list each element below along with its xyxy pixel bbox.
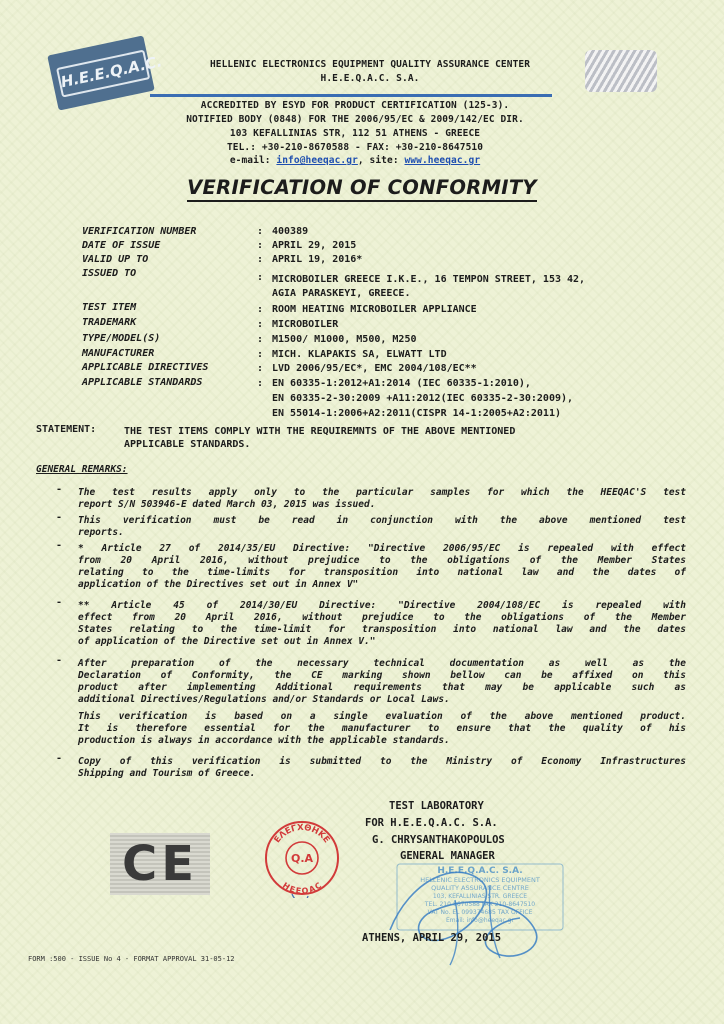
remark-3-line-1: * Article 27 of 2014/35/EU Directive: "Directive 2006/95/EC is repealed with effect (78, 543, 686, 554)
field-value-applicable-standards-cont2: EN 55014-1:2006+A2:2011(CISPR 14-1:2005+A2:2011) (272, 408, 561, 419)
seal-center-text: Q.A (290, 852, 314, 865)
phone-line: TEL.: +30-210-8670588 - FAX: +30-210-8647510 (226, 142, 484, 153)
statement-label: STATEMENT: (36, 424, 97, 435)
field-label-type-models: TYPE/MODEL(S) (82, 333, 161, 344)
address-line: 103 KEFALLINIAS STR, 112 51 ATHENS - GREECE (229, 128, 481, 139)
remark-5-line-4: additional Directives/Regulations and/or Standards or Local Laws. (78, 694, 450, 705)
signature-line-4: GENERAL MANAGER (400, 850, 495, 862)
site-label: , site: (357, 155, 399, 166)
remark-5-line-2: Declaration of Conformity, the CE marking shown bellow can be affixed on this (78, 670, 686, 681)
field-value-applicable-standards-cont: EN 60335-2-30:2009 +A11:2012(IEC 60335-2-30:2009), (272, 393, 574, 404)
remark-1-line-2: report S/N 503946-E dated March 03, 2015 was issued. (78, 499, 376, 510)
place-date: ATHENS, APRIL 29, 2015 (362, 932, 502, 944)
field-value-issued-to-cont: AGIA PARASKEYI, GREECE. (272, 288, 411, 299)
remark-4-line-4: of application of the Directive set out in Annex V." (78, 636, 376, 647)
field-colon: : (257, 319, 264, 330)
signature-line-1: TEST LABORATORY (389, 800, 484, 812)
contact-line (130, 155, 580, 166)
qa-seal (262, 818, 342, 898)
remark-3-line-2: from 20 April 2016, without prejudice to the obligations of the Member States (78, 555, 686, 566)
remark-2-line-1: This verification must be read in conjunction with the above mentioned test (78, 515, 686, 526)
remark-bullet: - (56, 597, 63, 608)
remark-5-line-5: This verification is based on a single evaluation of the above mentioned product. (78, 711, 686, 722)
seal-top-text: ΕΛΕΓΧΘΗΚΕ (272, 822, 332, 846)
stamp-line-4: 103, KEFALLINIAS STR. GREECE (432, 893, 528, 900)
document-title: VERIFICATION OF CONFORMITY (0, 176, 724, 199)
statement-line-1: THE TEST ITEMS COMPLY WITH THE REQUIREMNTS OF THE ABOVE MENTIONED (124, 426, 516, 437)
field-colon: : (257, 378, 264, 389)
stamp-line-5: TEL. 210-8670588 FAX 210-8647510 (424, 901, 536, 908)
remark-5-line-1: After preparation of the necessary technical documentation as well as the (78, 658, 686, 669)
field-label-valid-up-to: VALID UP TO (82, 254, 149, 265)
field-value-trademark: MICROBOILER (272, 319, 339, 330)
field-value-verification-number: 400389 (272, 226, 309, 237)
field-value-manufacturer: MICH. KLAPAKIS SA, ELWATT LTD (272, 349, 447, 360)
remark-5-line-6: It is therefore essential for the manufacturer to ensure that the quality of his (78, 723, 686, 734)
field-colon: : (257, 240, 264, 251)
email-label: e-mail: (229, 155, 271, 166)
stamp-line-3: QUALITY ASSURANCE CENTRE (431, 884, 529, 892)
statement-line-2: APPLICABLE STANDARDS. (124, 439, 251, 450)
field-value-applicable-directives: LVD 2006/95/EC*, EMC 2004/108/EC** (272, 363, 477, 374)
field-label-applicable-directives: APPLICABLE DIRECTIVES (82, 362, 209, 373)
remark-bullet: - (56, 655, 63, 666)
field-value-applicable-standards: EN 60335-1:2012+A1:2014 (IEC 60335-1:2010), (272, 378, 531, 389)
remark-3-line-4: application of the Directives set out in Annex V" (78, 579, 359, 590)
header-rule (150, 94, 552, 97)
field-colon: : (257, 363, 264, 374)
stamp-line-2: HELLENIC ELECTRONICS EQUIPMENT (420, 876, 540, 884)
remark-bullet: - (56, 753, 63, 764)
remark-3-line-3: relating to the time-limits for transposition into national law and the dates of (78, 567, 686, 578)
seal-bottom-text: HEEQAC (280, 880, 324, 896)
field-label-trademark: TRADEMARK (82, 317, 137, 328)
field-value-date-of-issue: APRIL 29, 2015 (272, 240, 357, 251)
ce-mark (110, 833, 210, 895)
remark-5-line-7: production is always in accordance with the applicable standards. (78, 735, 450, 746)
remarks-title: GENERAL REMARKS: (36, 464, 128, 475)
remark-1-line-1: The test results apply only to the particular samples for which the HEEQAC'S test (78, 487, 686, 498)
svg-text:HEEQAC (281, 881, 323, 896)
org-name: HELLENIC ELECTRONICS EQUIPMENT QUALITY ASSURANCE CENTER (209, 59, 531, 70)
signature-line-3: G. CHRYSANTHAKOPOULOS (372, 834, 505, 846)
logo-text: H.E.E.Q.A.C. (56, 50, 150, 98)
field-colon: : (257, 254, 264, 265)
field-colon: : (257, 304, 264, 315)
stamp-line-7: Email: info@heeqac.gr (446, 917, 514, 924)
field-value-issued-to: MICROBOILER GREECE I.K.E., 16 TEMPON STREET, 153 42, (272, 274, 586, 285)
remark-5-line-3: product after implementing Additional requirements that may be applicable such as (78, 682, 686, 693)
handwritten-signature (360, 840, 580, 970)
stamp-line-6: VAT No. EL 099374685 TAX OFFICE (427, 909, 533, 916)
remark-bullet: - (56, 512, 63, 523)
field-colon: : (257, 349, 264, 360)
ce-mark-text: CE (121, 836, 198, 892)
remark-4-line-1: ** Article 45 of 2014/30/EU Directive: "Directive 2004/108/EC is repealed with (78, 600, 686, 611)
notified-body-line: NOTIFIED BODY (0848) FOR THE 2006/95/EC & 2009/142/EC DIR. (186, 114, 524, 125)
email-link[interactable]: info@heeqac.gr (276, 155, 358, 166)
field-colon: : (257, 226, 264, 237)
field-label-verification-number: VERIFICATION NUMBER (82, 226, 197, 237)
field-colon: : (257, 334, 264, 345)
signature-line-2: FOR H.E.E.Q.A.C. S.A. (365, 817, 498, 829)
remark-4-line-2: effect from 20 April 2016, without prejudice to the obligations of the Member (78, 612, 686, 623)
org-abbr: H.E.E.Q.A.C. S.A. (320, 73, 420, 84)
accreditation-line: ACCREDITED BY ESYD FOR PRODUCT CERTIFICATION (125-3). (200, 100, 510, 111)
remark-2-line-2: reports. (78, 527, 124, 538)
field-value-valid-up-to: APRIL 19, 2016* (272, 254, 363, 265)
field-value-type-models: M1500/ M1000, M500, M250 (272, 334, 417, 345)
field-label-date-of-issue: DATE OF ISSUE (82, 240, 161, 251)
remark-bullet: - (56, 540, 63, 551)
field-label-applicable-standards: APPLICABLE STANDARDS (82, 377, 203, 388)
form-footer: FORM :500 - ISSUE No 4 - FORMAT APPROVAL 31-05-12 (28, 955, 235, 963)
field-colon: : (257, 272, 264, 283)
field-label-test-item: TEST ITEM (82, 302, 137, 313)
remark-4-line-3: States relating to the time-limit for transposition into national law and the dates (78, 624, 686, 635)
remark-bullet: - (56, 484, 63, 495)
hologram-sticker (585, 50, 657, 92)
remark-6-line-2: Shipping and Tourism of Greece. (78, 768, 256, 779)
field-label-issued-to: ISSUED TO (82, 268, 137, 279)
site-link[interactable]: www.heeqac.gr (404, 155, 481, 166)
remark-6-line-1: Copy of this verification is submitted to the Ministry of Economy Infrastructures (78, 756, 686, 767)
field-value-test-item: ROOM HEATING MICROBOILER APPLIANCE (272, 304, 477, 315)
stamp-line-1: H.E.E.Q.A.C. S.A. (437, 866, 523, 876)
field-label-manufacturer: MANUFACTURER (82, 348, 155, 359)
